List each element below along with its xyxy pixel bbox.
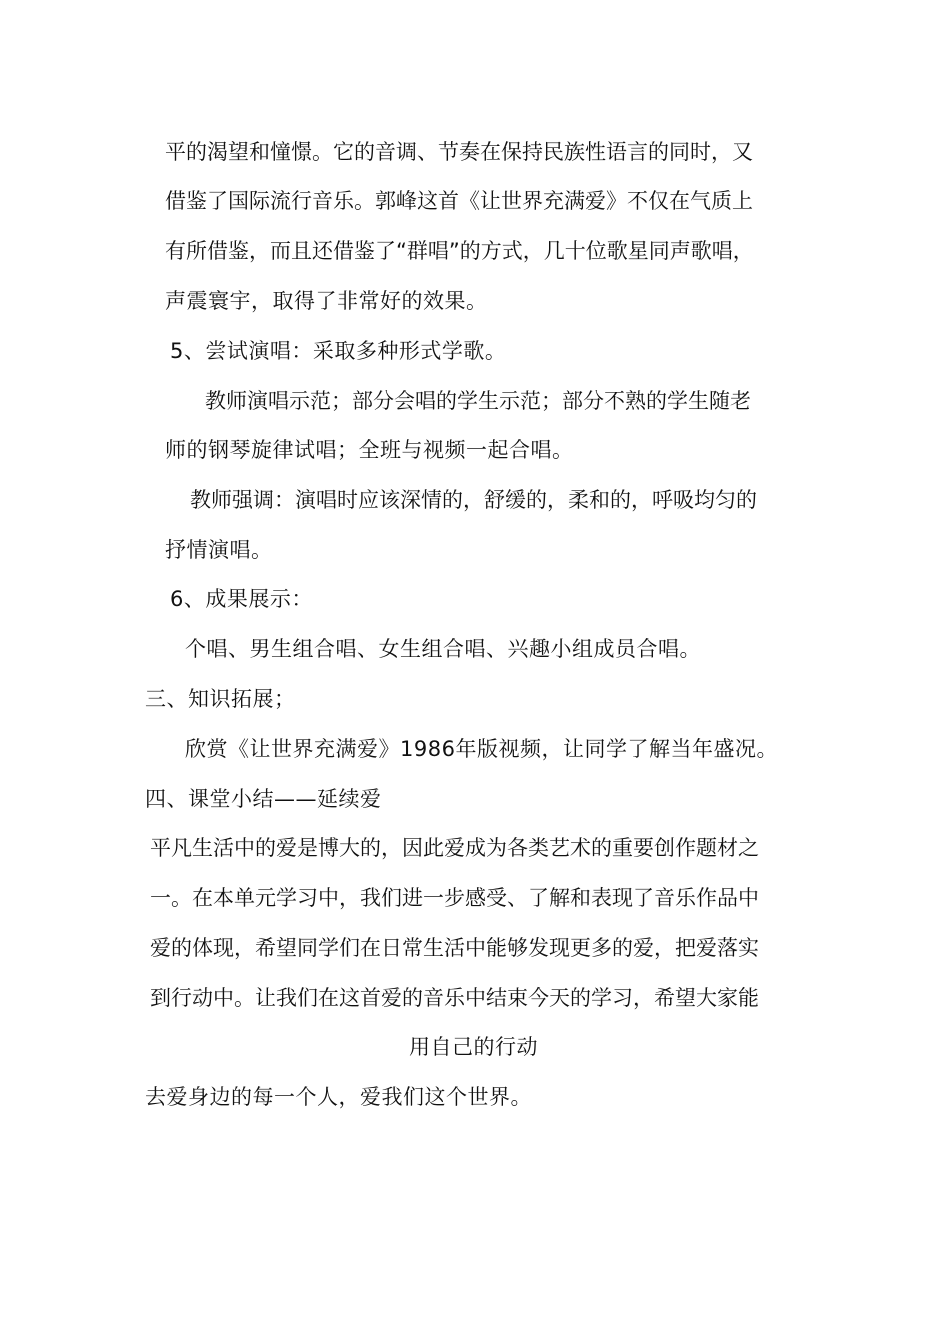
paragraph-line: 抒情演唱。 bbox=[165, 538, 273, 562]
paragraph-line: 教师演唱示范；部分会唱的学生示范；部分不熟的学生随老 bbox=[205, 389, 751, 413]
paragraph-line: 平的渴望和憧憬。它的音调、节奏在保持民族性语言的同时，又 bbox=[165, 140, 753, 164]
section-heading-4: 四、课堂小结——延续爱 bbox=[145, 787, 382, 811]
paragraph-line: 声震寰宇，取得了非常好的效果。 bbox=[165, 289, 488, 313]
paragraph-line: 有所借鉴，而且还借鉴了“群唱”的方式，几十位歌星同声歌唱， bbox=[165, 239, 754, 263]
paragraph-line: 到行动中。让我们在这首爱的音乐中结束今天的学习，希望大家能 bbox=[150, 986, 759, 1010]
paragraph-line: 平凡生活中的爱是博大的，因此爱成为各类艺术的重要创作题材之 bbox=[150, 836, 759, 860]
paragraph-line: 爱的体现，希望同学们在日常生活中能够发现更多的爱，把爱落实 bbox=[150, 936, 759, 960]
section-item-5: 5、尝试演唱：采取多种形式学歌。 bbox=[170, 339, 507, 363]
section-item-6: 6、成果展示： bbox=[170, 587, 313, 611]
paragraph-line: 一。在本单元学习中，我们进一步感受、了解和表现了音乐作品中 bbox=[150, 886, 759, 910]
paragraph-line: 师的钢琴旋律试唱；全班与视频一起合唱。 bbox=[165, 438, 574, 462]
paragraph-line: 个唱、男生组合唱、女生组合唱、兴趣小组成员合唱。 bbox=[185, 637, 701, 661]
paragraph-line: 用自己的行动 bbox=[409, 1035, 538, 1059]
paragraph-line: 去爱身边的每一个人，爱我们这个世界。 bbox=[145, 1085, 532, 1109]
paragraph-line: 欣赏《让世界充满爱》1986年版视频，让同学了解当年盛况。 bbox=[185, 737, 778, 761]
section-heading-3: 三、知识拓展； bbox=[145, 687, 296, 711]
paragraph-line: 借鉴了国际流行音乐。郭峰这首《让世界充满爱》不仅在气质上 bbox=[165, 189, 753, 213]
paragraph-line: 教师强调：演唱时应该深情的，舒缓的，柔和的，呼吸均匀的 bbox=[190, 488, 757, 512]
